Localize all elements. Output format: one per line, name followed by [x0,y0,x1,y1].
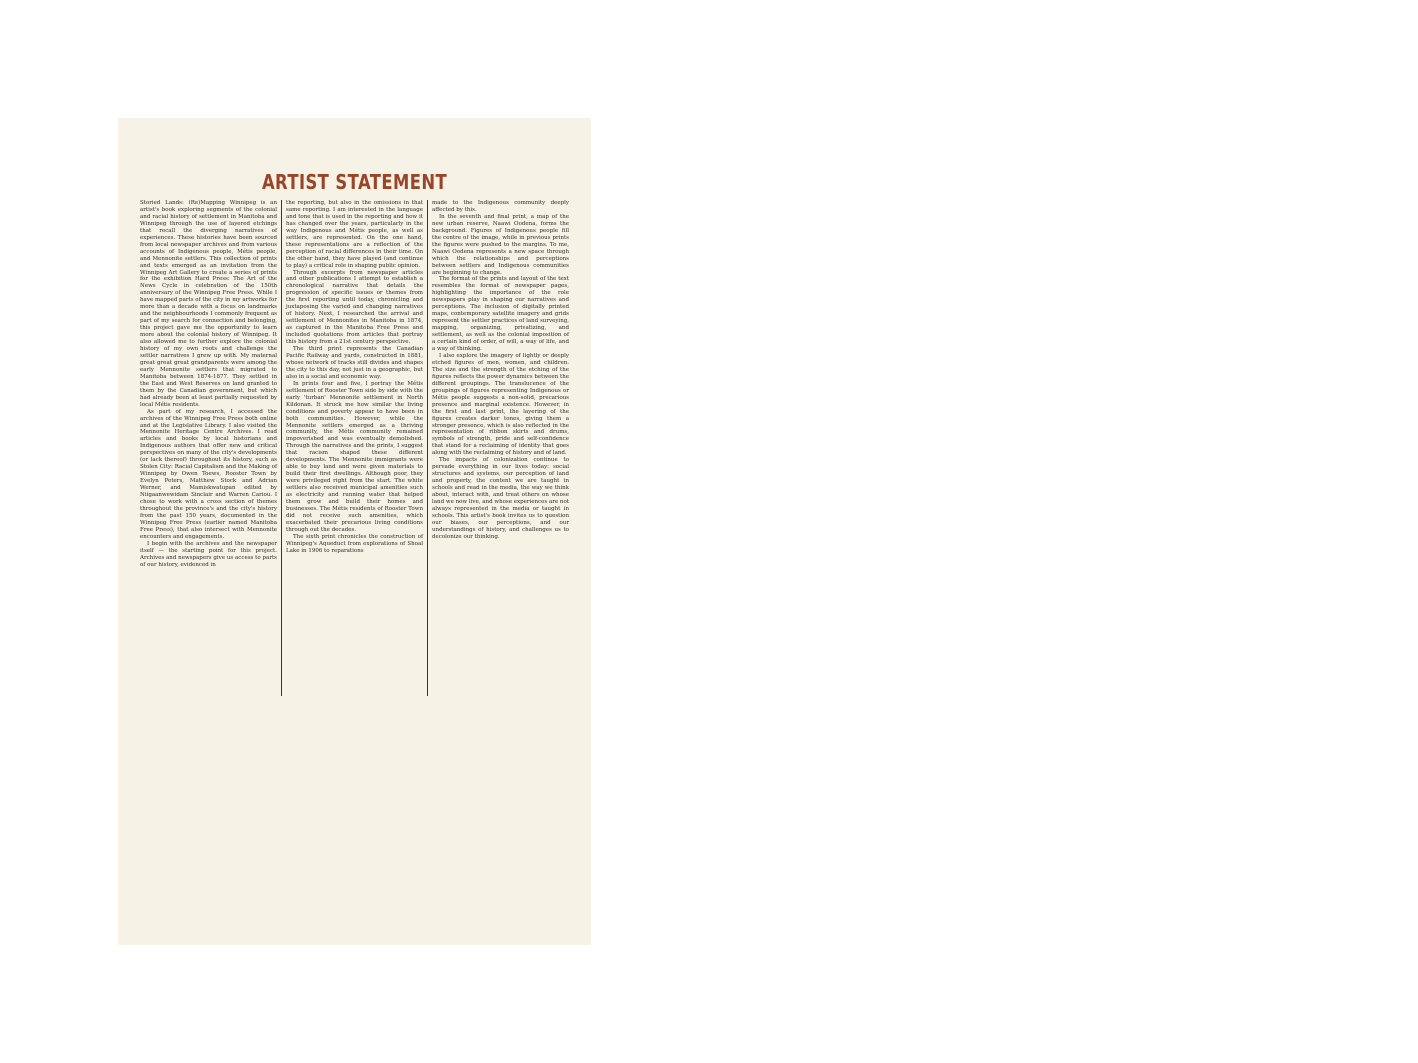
paragraph: Through excerpts from newspaper articles and other publications I attempt to establish a chronological narrative that details the progression of specific issues or themes from the first reporting until today, chronicling and juxtaposing the varied and changing narratives of history. Next, I researched the arrival and settlement of Mennonites in Manitoba in 1874, as captured in the Manitoba Free Press and included quotations from articles that portray this history from a 21st century perspective. [286,269,423,346]
paragraph: In prints four and five, I portray the Métis settlement of Rooster Town side by side with the early 'turban' Mennonite settlement in North Kildonan. It struck me how similar the living conditions and poverty appear to have been in both communities. However, while the Mennonite settlers emerged as a thriving community, the Métis community remained impoverished and was eventually demolished. Through the narratives and the prints, I suggest that racism shaped these different developments. The Mennonite immigrants were able to buy land and were given materials to build their first dwellings. Although poor, they were privileged right from the start. The white settlers also received municipal amenities such as electricity and running water that helped them grow and build their homes and businesses. The Métis residents of Rooster Town did not receive such amenities, which exacerbated their precarious living conditions through out the decades. [286,380,423,533]
paragraph: made to the Indigenous community deeply affected by this. [432,200,569,213]
text-column-1 [140,200,277,569]
paragraph: I also explore the imagery of lightly or deeply etched figures of men, women, and children. The size and the strength of the etching of the figures reflects the power dynamics between the different groupings. The translucence of the groupings of figures representing Indigenous or Métis people suggests a non-solid, precarious presence and marginal existence. However, in the first and last print, the layering of the figures creates darker tones, giving them a stronger presence, which is also reflected in the representation of ribbon skirts and drums, symbols of strength, pride and self-confidence that stand for a reclaiming of identity that goes along with the reclaiming of history and of land. [432,352,569,457]
column-divider [427,200,428,696]
text-column-3 [432,200,569,541]
text-column-2 [286,200,423,555]
document-page [118,118,591,945]
paragraph: The format of the prints and layout of the text resembles the format of newspaper pages, highlighting the importance of the role newspapers play in shaping our narratives and perceptions. The inclusion of digitally printed maps, contemporary satellite imagery and grids represent the settler practices of land surveying, mapping, organizing, privatizing, and settlement, as well as the colonial imposition of a certain kind of order, of will, a way of life, and a way of thinking. [432,276,569,353]
paragraph: As part of my research, I accessed the archives of the Winnipeg Free Press both online and at the Legislative Library. I also visited the Mennonite Heritage Centre Archives. I read articles and books by local historians and Indigenous authors that offer new and critical perspectives on many of the city's developments (or lack thereof) throughout its history, such as Stolen City: Racial Capitalism and the Making of Winnipeg by Owen Toews, Rooster Town by Evelyn Peters, Matthew Stock and Adrian Werner, and Mamiskwatupan edited by Niigaanwewidam Sinclair and Warren Cariou. I chose to work with a cross section of themes throughout the province's and the city's history from the past 150 years, documented in the Winnipeg Free Press (earlier named Manitoba Free Press), that also intersect with Mennonite encounters and engagements. [140,408,277,540]
paragraph: Storied Lands: (Re)Mapping Winnipeg is an artist's book exploring segments of the colonial and racial history of settlement in Manitoba and Winnipeg through the use of layered etchings that recall the diverging narratives of experiences. These histories have been sourced from local newspaper archives and from various accounts of Indigenous people, Métis people, and Mennonite settlers. This collection of prints and texts emerged as an invitation from the Winnipeg Art Gallery to create a series of prints for the exhibition Hard Press: The Art of the News Cycle in celebration of the 150th anniversary of the Winnipeg Free Press. While I have mapped parts of the city in my artworks for more than a decade with a focus on landmarks and the neighbourhoods I commonly frequent as part of my search for connection and belonging, this project gave me the opportunity to learn more about the colonial history of Winnipeg. It also allowed me to further explore the colonial history of my own roots and challenge the settler narratives I grew up with. My maternal great great great grandparents were among the early Mennonite settlers that migrated to Manitoba between 1874-1877. They settled in the East and West Reserves on land granted to them by the Canadian government, but which had already been at least partially requested by local Métis residents. [140,200,277,408]
paragraph: I begin with the archives and the newspaper itself — the starting point for this project. Archives and newspapers give us access to parts of our history, evidenced in [140,540,277,568]
page-title: ARTIST STATEMENT [261,170,448,194]
paragraph: In the seventh and final print, a map of the new urban reserve, Naawi Oodena, forms the background. Figures of Indigenous people fill the centre of the image, while in previous prints the figures were pushed to the margins. To me, Naawi Oodena represents a new space through which the relationships and perceptions between settlers and Indigenous communities are beginning to change. [432,213,569,276]
paragraph: The sixth print chronicles the construction of Winnipeg's Aqueduct from explorations of Shoal Lake in 1906 to reparations [286,533,423,554]
paragraph: the reporting, but also in the omissions in that same reporting. I am interested in the language and tone that is used in the reporting and how it has changed over the years, particularly in the way Indigenous and Métis people, as well as settlers, are represented. On the one hand, these representations are a reflection of the perception of racial differences in their time. On the other hand, they have played (and continue to play) a critical role in shaping public opinion. [286,200,423,269]
text-columns [140,200,571,700]
paragraph: The impacts of colonization continue to pervade everything in our lives today: social structures and systems, our perception of land and property, the content we are taught in schools and read in the media, the way we think about, interact with, and treat others on whose land we now live, and whose experiences are not always represented in the media or taught in schools. This artist's book invites us to question our biases, our perceptions, and our understandings of history, and challenges us to decolonize our thinking. [432,457,569,540]
column-divider [281,200,282,696]
paragraph: The third print represents the Canadian Pacific Railway and yards, constructed in 1881, whose network of tracks still divides and shapes the city to this day, not just in a geographic, but also in a social and economic way. [286,346,423,380]
